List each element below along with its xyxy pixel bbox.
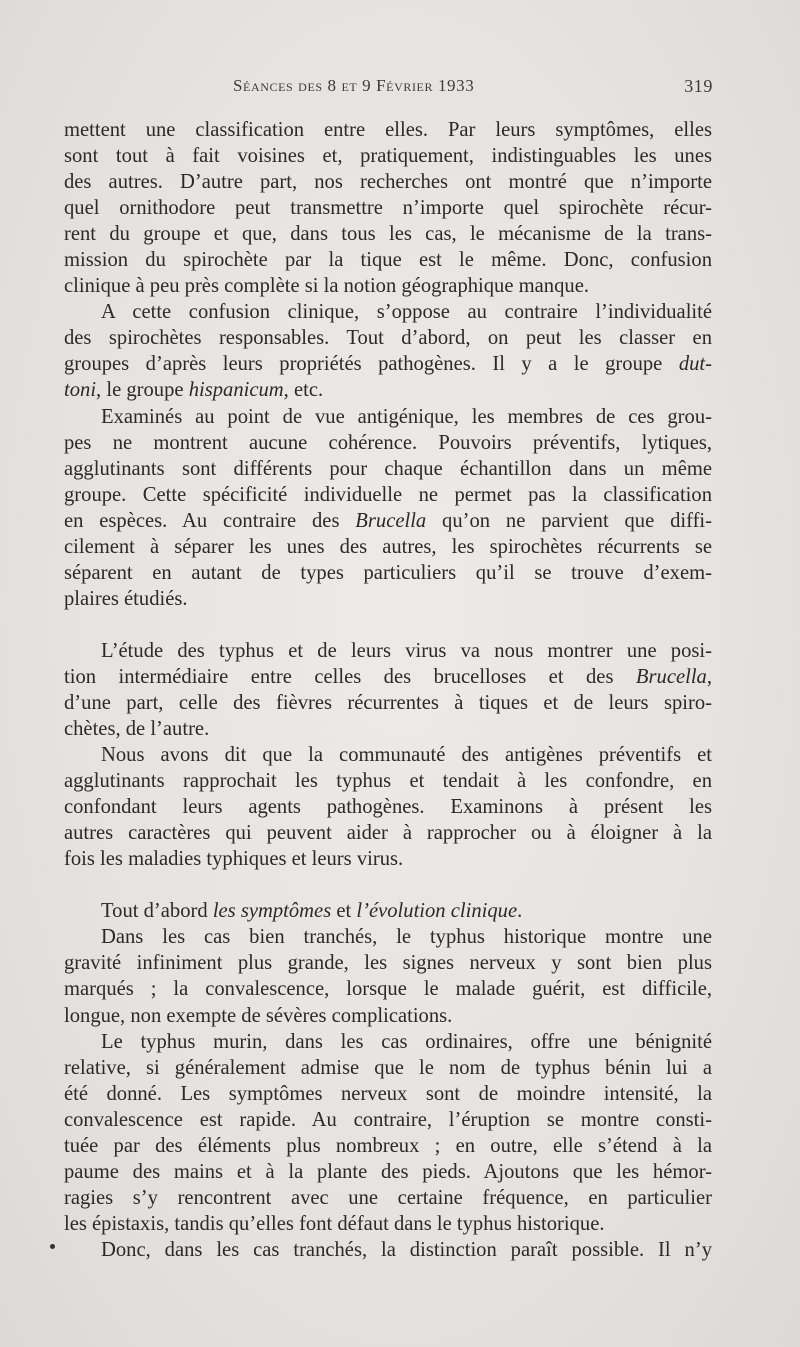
text-line <box>64 117 712 143</box>
italic-text: l’évolution clinique <box>356 900 518 923</box>
text-run: autres caractères qui peuvent aider à rapprocher ou à éloigner à la <box>64 822 712 845</box>
running-title: Séances des 8 et 9 Février 1933 <box>233 76 475 95</box>
text-line <box>64 1107 712 1133</box>
text-line <box>64 351 712 377</box>
text-line <box>64 1185 712 1211</box>
text-line <box>64 482 712 508</box>
text-line <box>64 924 712 950</box>
text-run: des spirochètes responsables. Tout d’abord, on peut les classer en <box>64 327 712 350</box>
text-line <box>64 898 712 924</box>
text-run: séparent en autant de types particuliers qu’il se trouve d’exem- <box>64 561 712 584</box>
text-run: L’étude des typhus et de leurs virus va nous montrer une posi- <box>101 639 712 662</box>
text-run: paume des mains et à la plante des pieds. Ajoutons que les hémor- <box>64 1160 712 1183</box>
paragraph-spacer <box>64 872 712 898</box>
italic-text: Brucella <box>635 665 707 688</box>
text-line <box>64 143 712 169</box>
text-line <box>64 742 712 768</box>
text-run: groupe. Cette spécificité individuelle ne permet pas la classification <box>64 483 712 506</box>
text-line <box>64 1159 712 1185</box>
text-line <box>64 377 712 403</box>
text-run: relative, si généralement admise que le nom de typhus bénin lui a <box>64 1056 712 1079</box>
text-line <box>64 716 712 742</box>
text-run: sont tout à fait voisines et, pratiquement, indistinguables les unes <box>64 145 712 168</box>
text-run: fois les maladies typhiques et leurs virus. <box>64 848 404 871</box>
text-run: cilement à séparer les unes des autres, les spirochètes récurrents se <box>64 535 712 558</box>
text-line <box>64 1237 712 1263</box>
text-run: , le groupe <box>96 379 189 402</box>
text-line <box>64 1003 712 1029</box>
text-line <box>64 846 712 872</box>
paragraph <box>64 117 712 299</box>
text-run: été donné. Les symptômes nerveux sont de moindre intensité, la <box>64 1082 712 1105</box>
text-run: confondant leurs agents pathogènes. Examinons à présent les <box>64 796 712 819</box>
paragraph <box>64 404 712 612</box>
text-line <box>64 430 712 456</box>
text-run: . <box>517 900 523 923</box>
text-run: pes ne montrent aucune cohérence. Pouvoirs préventifs, lytiques, <box>64 431 712 454</box>
paragraph <box>64 638 712 742</box>
text-line <box>64 664 712 690</box>
text-line <box>64 1055 712 1081</box>
paragraph <box>64 742 712 872</box>
text-line <box>64 273 712 299</box>
text-run: des autres. D’autre part, nos recherches ont montré que n’importe <box>64 171 712 194</box>
text-line <box>64 1029 712 1055</box>
text-line <box>64 221 712 247</box>
text-run: Tout d’abord <box>101 900 213 923</box>
italic-text: hispanicum <box>188 379 284 402</box>
paragraph <box>64 898 712 924</box>
running-header <box>233 76 713 102</box>
text-run: gravité infiniment plus grande, les signes nerveux y sont bien plus <box>64 952 712 975</box>
text-line <box>64 560 712 586</box>
text-run: Nous avons dit que la communauté des antigènes préventifs et <box>101 744 712 767</box>
text-line <box>64 299 712 325</box>
text-line <box>64 1211 712 1237</box>
text-run: Le typhus murin, dans les cas ordinaires, offre une bénignité <box>101 1030 712 1053</box>
text-run: marqués ; la convalescence, lorsque le malade guérit, est difficile, <box>64 978 712 1001</box>
text-run: qu’on ne parvient que diffi- <box>426 509 713 532</box>
text-line <box>64 976 712 1002</box>
text-line <box>64 1081 712 1107</box>
text-line <box>64 325 712 351</box>
text-line <box>64 508 712 534</box>
text-line <box>64 950 712 976</box>
text-run: , <box>706 665 712 688</box>
text-run: Examinés au point de vue antigénique, les membres de ces grou- <box>101 405 712 428</box>
paragraph <box>64 924 712 1028</box>
text-run: , etc. <box>283 379 324 402</box>
text-run: Dans les cas bien tranchés, le typhus historique montre une <box>101 926 712 949</box>
text-run: les épistaxis, tandis qu’elles font défaut dans le typhus historique. <box>64 1212 605 1235</box>
text-line <box>64 1133 712 1159</box>
text-run: tuée par des éléments plus nombreux ; en outre, elle s’étend à la <box>64 1134 712 1157</box>
text-line <box>64 456 712 482</box>
paragraph <box>64 1029 712 1237</box>
text-run: agglutinants sont différents pour chaque échantillon dans un même <box>64 457 712 480</box>
italic-text: toni <box>64 379 97 402</box>
text-line <box>64 820 712 846</box>
text-run: d’une part, celle des fièvres récurrentes à tiques et de leurs spiro- <box>64 691 712 714</box>
text-line <box>64 247 712 273</box>
text-run: A cette confusion clinique, s’oppose au contraire l’individualité <box>101 301 712 324</box>
paragraph <box>64 1237 712 1263</box>
text-run: groupes d’après leurs propriétés pathogènes. Il y a le groupe <box>64 353 679 376</box>
text-line <box>64 768 712 794</box>
text-run: tion intermédiaire entre celles des brucelloses et des <box>64 665 636 688</box>
text-run: agglutinants rapprochait les typhus et tendait à les confondre, en <box>64 770 712 793</box>
text-run: et <box>331 900 357 923</box>
text-run: clinique à peu près complète si la notion géographique manque. <box>64 275 589 298</box>
text-line <box>64 404 712 430</box>
text-run: chètes, de l’autre. <box>64 718 210 741</box>
text-run: quel ornithodore peut transmettre n’importe quel spirochète récur- <box>64 197 712 220</box>
text-run: Donc, dans les cas tranchés, la distinction paraît possible. Il n’y <box>101 1238 712 1261</box>
italic-text: Brucella <box>355 509 427 532</box>
text-line <box>64 690 712 716</box>
body-text <box>64 117 712 1263</box>
ink-speck <box>50 1244 55 1249</box>
paragraph <box>64 299 712 403</box>
page-number: 319 <box>684 76 713 96</box>
text-line <box>64 534 712 560</box>
text-run: plaires étudiés. <box>64 587 188 610</box>
text-line <box>64 195 712 221</box>
text-run: rent du groupe et que, dans tous les cas, le mécanisme de la trans- <box>64 223 712 246</box>
text-line <box>64 638 712 664</box>
text-line <box>64 586 712 612</box>
text-line <box>64 169 712 195</box>
text-run: en espèces. Au contraire des <box>64 509 356 532</box>
text-run: convalescence est rapide. Au contraire, l’éruption se montre consti- <box>64 1108 712 1131</box>
italic-text: dut- <box>678 353 712 376</box>
text-line <box>64 794 712 820</box>
text-run: longue, non exempte de sévères complications. <box>64 1004 453 1027</box>
italic-text: les symptômes <box>212 900 332 923</box>
text-run: mission du spirochète par la tique est le même. Donc, confusion <box>64 249 712 272</box>
text-run: mettent une classification entre elles. Par leurs symptômes, elles <box>64 119 712 141</box>
paragraph-spacer <box>64 612 712 638</box>
text-run: ragies s’y rencontrent avec une certaine fréquence, en particulier <box>64 1186 712 1209</box>
